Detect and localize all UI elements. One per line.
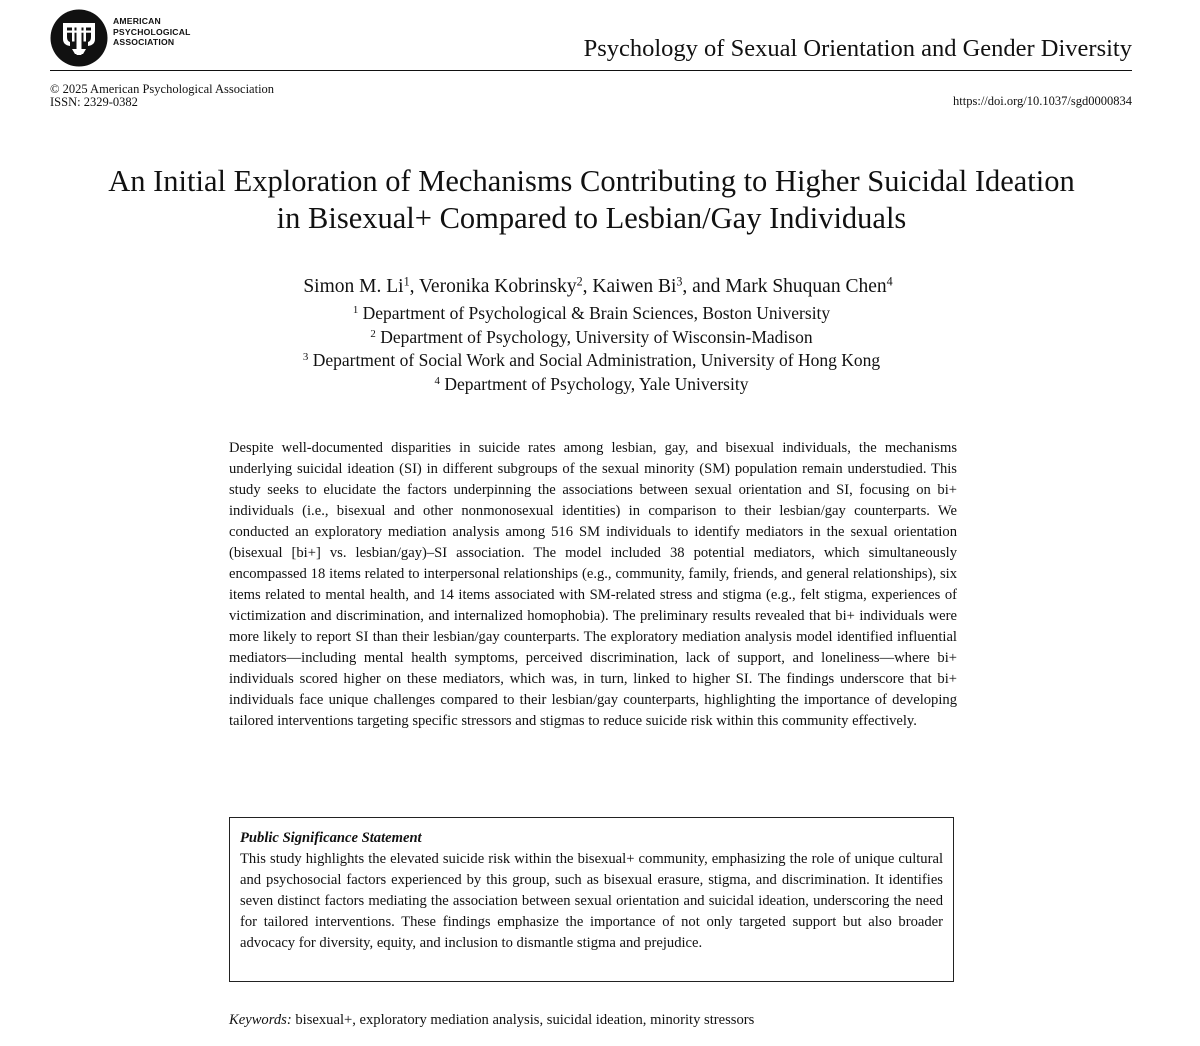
affiliation-marker: 1 bbox=[352, 304, 359, 317]
apa-logo-icon bbox=[50, 9, 108, 67]
publisher-name bbox=[113, 16, 191, 48]
keywords-text: bisexual+, exploratory mediation analysis, suicidal ideation, minority stressors bbox=[295, 1012, 755, 1028]
abstract: Despite well-documented disparities in suicide rates among lesbian, gay, and bisexual individuals, the mechanisms underlying suicidal ideation (SI) in different subgroups of the sexual minority (SM) population remain understudied. This study seeks to elucidate the factors underpinning the associations between sexual orientation and SI, focusing on bi+ individuals (i.e., bisexual and other nonmonosexual identities) in comparison to their lesbian/gay counterparts. We conducted an exploratory mediation analysis among 516 SM individuals to identify mediators in the sexual orientation (bisexual [bi+] vs. lesbian/gay)–SI association. The model included 38 potential mediators, which simultaneously encompassed 18 items related to interpersonal relationships (e.g., community, family, friends, and general relationships), six items related to mental health, and 14 items associated with SM-related stress and stigma (e.g., felt stigma, experiences of victimization and discrimination, and internalized homophobia). The preliminary results revealed that bi+ individuals were more likely to report SI than their lesbian/gay counterparts. The exploratory mediation analysis model identified influential mediators—including mental health symptoms, perceived discrimination, lack of support, and loneliness—where bi+ individuals scored higher on these mediators, which was, in turn, linked to higher SI. The findings underscore that bi+ individuals face unique challenges compared to their lesbian/gay counterparts, highlighting the importance of developing tailored interventions targeting specific stressors and stigmas to reduce suicide risk within this community effectively. bbox=[229, 440, 957, 729]
affiliation-text: Department of Psychology, Yale University bbox=[444, 373, 749, 394]
author-name: Veronika Kobrinsky bbox=[419, 276, 577, 297]
affiliation-text: Department of Psychology, University of Wisconsin-Madison bbox=[380, 326, 813, 347]
author-affiliation-marker: 1 bbox=[403, 274, 410, 289]
public-significance-box bbox=[229, 817, 954, 982]
article-title-line: An Initial Exploration of Mechanisms Contributing to Higher Suicidal Ideation bbox=[108, 164, 1075, 198]
author-separator: , and bbox=[682, 276, 726, 297]
author-affiliation-marker: 3 bbox=[676, 274, 683, 289]
affiliation-marker: 4 bbox=[434, 374, 440, 387]
author-name: Mark Shuquan Chen bbox=[725, 276, 887, 297]
header-rule bbox=[50, 70, 1132, 71]
author-name: Simon M. Li bbox=[303, 276, 404, 297]
issn: ISSN: 2329-0382 bbox=[50, 95, 138, 109]
public-significance-text: This study highlights the elevated suicide risk within the bisexual+ community, emphasizing the role of unique cultural and psychosocial factors experienced by this group, such as bisexual erasure, stigma, and discrimination. It identifies seven distinct factors mediating the association between sexual orientation and suicidal ideation, underscoring the need for tailored interventions. These findings emphasize the importance of not only targeted support but also broader advocacy for diversity, equity, and inclusion to dismantle stigma and prejudice. bbox=[240, 851, 943, 951]
article-title bbox=[0, 163, 1183, 237]
author-affiliation-marker: 4 bbox=[886, 274, 893, 289]
publisher-name-line: ASSOCIATION bbox=[113, 37, 175, 47]
affiliation-list bbox=[0, 302, 1183, 396]
author-separator: , bbox=[582, 276, 593, 297]
keywords-label: Keywords: bbox=[229, 1012, 292, 1028]
author-affiliation-marker: 2 bbox=[576, 274, 583, 289]
author-list bbox=[0, 275, 1196, 299]
doi-link[interactable]: https://doi.org/10.1037/sgd0000834 bbox=[953, 94, 1132, 108]
keywords bbox=[229, 1012, 754, 1029]
article-title-line: in Bisexual+ Compared to Lesbian/Gay Individuals bbox=[276, 201, 907, 235]
affiliation bbox=[0, 349, 1183, 373]
author-name: Kaiwen Bi bbox=[592, 276, 677, 297]
copyright-notice: © 2025 American Psychological Association bbox=[50, 82, 275, 96]
publisher-name-line: AMERICAN bbox=[113, 16, 161, 26]
affiliation-marker: 2 bbox=[370, 327, 376, 340]
public-significance-heading: Public Significance Statement bbox=[240, 830, 422, 846]
affiliation bbox=[0, 326, 1183, 350]
journal-title: Psychology of Sexual Orientation and Gender Diversity bbox=[583, 35, 1132, 62]
affiliation-text: Department of Psychological & Brain Sciences, Boston University bbox=[362, 303, 831, 323]
affiliation bbox=[0, 302, 1183, 326]
affiliation bbox=[0, 373, 1183, 397]
affiliation-text: Department of Social Work and Social Administration, University of Hong Kong bbox=[312, 350, 881, 370]
author-separator: , bbox=[409, 276, 420, 297]
affiliation-marker: 3 bbox=[302, 351, 309, 364]
publisher-name-line: PSYCHOLOGICAL bbox=[113, 26, 191, 37]
